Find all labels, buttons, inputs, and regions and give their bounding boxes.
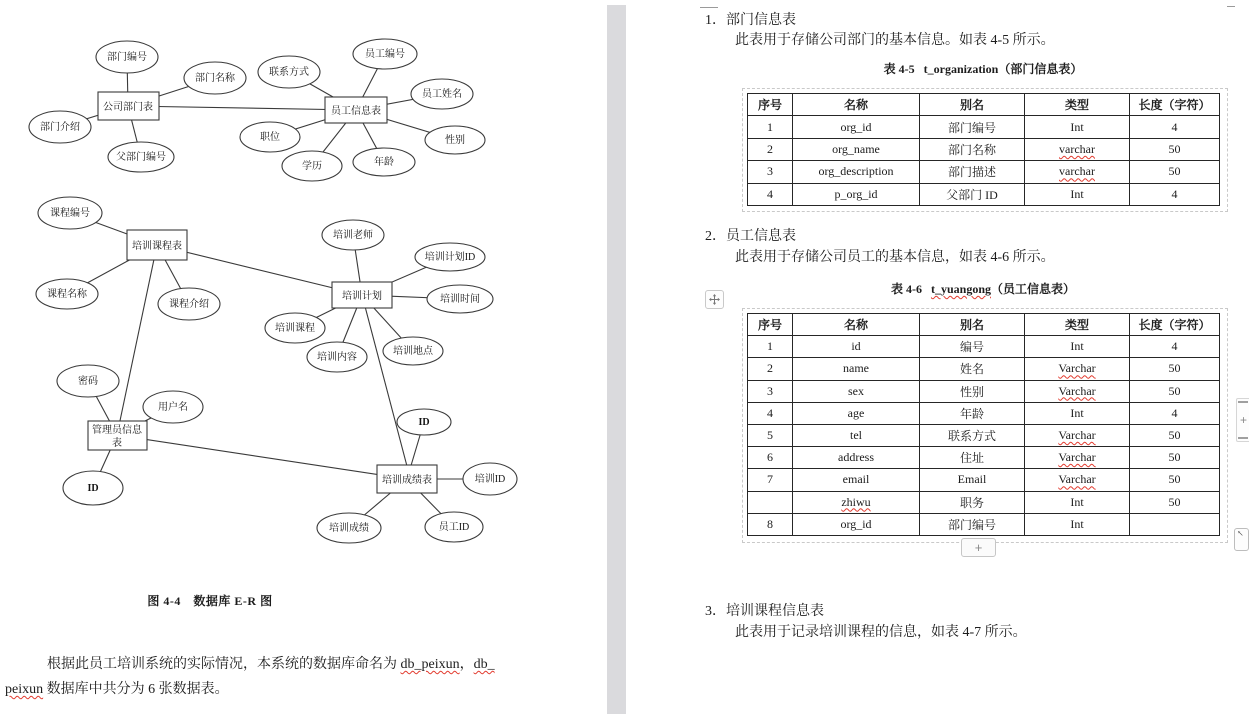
- table-cell: Varchar: [1025, 447, 1130, 469]
- table-cell: p_org_id: [793, 183, 920, 205]
- er-attribute-label: ID: [87, 483, 99, 494]
- table-cell: Email: [920, 469, 1025, 491]
- er-attribute-label: 员工ID: [438, 522, 470, 533]
- er-attribute-label: 密码: [78, 376, 98, 387]
- table-cell: 年龄: [920, 402, 1025, 424]
- er-attribute-label: 性别: [445, 135, 465, 146]
- table-row: [748, 447, 1220, 469]
- er-attribute-label: 部门介绍: [40, 122, 80, 133]
- table-4-5: [747, 93, 1220, 206]
- table-cell: Int: [1025, 491, 1130, 513]
- body-paragraph-line2: [5, 678, 229, 698]
- section-heading-3: 3．培训课程信息表: [705, 604, 824, 619]
- table-cell: 4: [1130, 336, 1220, 358]
- table-cell: 职务: [920, 491, 1025, 513]
- table-cell: 部门编号: [920, 116, 1025, 138]
- er-attribute-label: 年龄: [374, 157, 394, 168]
- table-cell: Varchar: [1025, 424, 1130, 446]
- er-attribute-label: 培训地点: [393, 346, 433, 357]
- table-cell: 住址: [920, 447, 1025, 469]
- insert-row-button[interactable]: +: [961, 538, 996, 557]
- table-row: [748, 138, 1220, 160]
- text-boundary-mark: [700, 7, 718, 8]
- table-cell: name: [793, 358, 920, 380]
- table-cell: 8: [748, 513, 793, 535]
- db-name-misspelled: peixun: [5, 682, 44, 697]
- section-desc-2: 此表用于存储公司员工的基本信息，如表 4-6 所示。: [735, 250, 1055, 265]
- er-attribute-label: 用户名: [158, 402, 188, 413]
- section-desc-1: 此表用于存储公司部门的基本信息。如表 4-5 所示。: [735, 33, 1055, 48]
- table-caption-4-6: [747, 280, 1219, 297]
- table-number: 表 4-6: [890, 282, 922, 296]
- table-move-handle[interactable]: [705, 290, 724, 309]
- er-attribute-label: 部门编号: [107, 52, 147, 63]
- table-cell: address: [793, 447, 920, 469]
- table-header-cell: 名称: [793, 94, 920, 116]
- table-cell: 4: [748, 183, 793, 205]
- section-heading-2: 2．员工信息表: [705, 229, 796, 244]
- table-header-cell: 别名: [920, 314, 1025, 336]
- er-diagram: [0, 0, 608, 714]
- table-cell: org_description: [793, 161, 920, 183]
- table-cell: 6: [748, 447, 793, 469]
- er-entity-label: 表: [112, 438, 122, 449]
- er-attribute-label: 联系方式: [269, 67, 309, 78]
- er-attribute-label: 培训课程: [275, 323, 315, 334]
- er-entity-label: 培训计划: [342, 291, 382, 302]
- table-row: [748, 161, 1220, 183]
- table-cell: 4: [1130, 183, 1220, 205]
- table-cell: Int: [1025, 183, 1130, 205]
- table-cell: 50: [1130, 469, 1220, 491]
- er-attribute-label: 员工编号: [365, 49, 405, 60]
- er-entity-label: 培训成绩表: [382, 475, 432, 486]
- body-text: ，: [459, 657, 474, 672]
- er-attribute-label: ID: [418, 417, 430, 428]
- table-cell: Int: [1025, 402, 1130, 424]
- er-entity-label: 管理员信息: [92, 425, 142, 436]
- table-cell: 姓名: [920, 358, 1025, 380]
- er-attribute-label: 培训老师: [333, 230, 373, 241]
- table-cn-name: （员工信息表）: [991, 282, 1076, 296]
- table-cell: 4: [1130, 116, 1220, 138]
- resize-arrow-icon: ↖: [1237, 529, 1244, 538]
- body-text: 数据库中共分为 6 张数据表。: [43, 682, 229, 697]
- table-cell: 50: [1130, 424, 1220, 446]
- er-entity-label: 员工信息表: [331, 106, 381, 117]
- er-attribute-label: 培训计划ID: [424, 252, 476, 263]
- table-cell: Varchar: [1025, 469, 1130, 491]
- table-header-row: [748, 94, 1220, 116]
- table-cell: 3: [748, 161, 793, 183]
- table-cell: 50: [1130, 138, 1220, 160]
- table-cell: varchar: [1025, 161, 1130, 183]
- table-cell: 1: [748, 336, 793, 358]
- table-cell: org_id: [793, 116, 920, 138]
- table-header-cell: 序号: [748, 314, 793, 336]
- table-code-name: t_yuangong: [930, 282, 991, 296]
- er-entity-label: 公司部门表: [103, 102, 153, 113]
- er-attribute-label: 培训时间: [440, 294, 480, 305]
- figure-caption: 图 4-4 数据库 E-R 图: [147, 594, 273, 608]
- er-attribute-label: 职位: [260, 132, 280, 143]
- table-row: [748, 336, 1220, 358]
- table-cell: Int: [1025, 116, 1130, 138]
- table-code-name: t_organization: [923, 62, 999, 76]
- table-row: [748, 513, 1220, 535]
- table-header-cell: 类型: [1025, 94, 1130, 116]
- table-cell: [1130, 513, 1220, 535]
- insert-column-control[interactable]: [1236, 398, 1249, 442]
- table-row: [748, 424, 1220, 446]
- table-cell: org_name: [793, 138, 920, 160]
- er-attribute-label: 学历: [302, 161, 322, 172]
- move-arrows-icon: [709, 294, 720, 305]
- table-cell: 50: [1130, 491, 1220, 513]
- db-name-misspelled: db_peixun: [400, 657, 460, 672]
- table-cell: sex: [793, 380, 920, 402]
- er-attribute-label: 课程名称: [47, 289, 87, 300]
- table-cell: 3: [748, 380, 793, 402]
- table-cell: [748, 491, 793, 513]
- table-header-cell: 类型: [1025, 314, 1130, 336]
- table-cell: Int: [1025, 513, 1130, 535]
- table-cell: 4: [748, 402, 793, 424]
- table-cell: 性别: [920, 380, 1025, 402]
- body-paragraph-line1: [47, 653, 495, 673]
- table-header-cell: 序号: [748, 94, 793, 116]
- table-cell: id: [793, 336, 920, 358]
- table-row: [748, 491, 1220, 513]
- table-cell: 50: [1130, 161, 1220, 183]
- table-cell: 5: [748, 424, 793, 446]
- table-cell: 50: [1130, 358, 1220, 380]
- table-row: [748, 183, 1220, 205]
- table-cell: Varchar: [1025, 380, 1130, 402]
- table-header-cell: 长度（字符）: [1130, 94, 1220, 116]
- table-cell: 部门名称: [920, 138, 1025, 160]
- section-heading-1: 1．部门信息表: [705, 13, 796, 28]
- db-name-misspelled: db_: [473, 657, 495, 672]
- table-cn-name: （部门信息表）: [998, 62, 1083, 76]
- table-number: 表 4-5: [883, 62, 915, 76]
- column-control-tick: [1238, 437, 1248, 439]
- table-header-row: [748, 314, 1220, 336]
- table-cell: 50: [1130, 447, 1220, 469]
- page-gap-divider: [607, 5, 626, 714]
- er-attribute-label: 课程介绍: [169, 299, 209, 310]
- section-desc-3: 此表用于记录培训课程的信息，如表 4-7 所示。: [735, 625, 1027, 640]
- table-cell: Varchar: [1025, 358, 1130, 380]
- table-cell: Int: [1025, 336, 1130, 358]
- table-resize-handle[interactable]: [1234, 528, 1249, 551]
- table-cell: zhiwu: [793, 491, 920, 513]
- er-attribute-label: 员工姓名: [422, 89, 462, 100]
- table-row: [748, 116, 1220, 138]
- column-control-tick: [1238, 401, 1248, 403]
- er-attribute-label: 培训内容: [317, 352, 357, 363]
- table-cell: 2: [748, 358, 793, 380]
- table-cell: 2: [748, 138, 793, 160]
- table-cell: 1: [748, 116, 793, 138]
- table-cell: email: [793, 469, 920, 491]
- er-attribute-label: 父部门编号: [116, 152, 166, 163]
- er-entity-label: 培训课程表: [132, 241, 182, 252]
- table-cell: 部门编号: [920, 513, 1025, 535]
- er-attribute-label: 课程编号: [50, 208, 90, 219]
- table-header-cell: 长度（字符）: [1130, 314, 1220, 336]
- er-attribute-label: 培训成绩: [329, 523, 369, 534]
- plus-icon: +: [1239, 413, 1247, 427]
- table-cell: 编号: [920, 336, 1025, 358]
- table-row: [748, 380, 1220, 402]
- table-cell: org_id: [793, 513, 920, 535]
- table-4-6: [747, 313, 1220, 536]
- table-row: [748, 402, 1220, 424]
- text-boundary-mark: [1227, 6, 1235, 7]
- table-cell: age: [793, 402, 920, 424]
- table-header-cell: 名称: [793, 314, 920, 336]
- er-attribute-label: 部门名称: [195, 73, 235, 84]
- body-text: 根据此员工培训系统的实际情况，本系统的数据库命名为: [47, 657, 401, 672]
- table-cell: 联系方式: [920, 424, 1025, 446]
- table-cell: 部门描述: [920, 161, 1025, 183]
- er-attribute-label: 培训ID: [474, 474, 506, 485]
- table-caption-4-5: [747, 60, 1219, 77]
- table-row: [748, 358, 1220, 380]
- table-header-cell: 别名: [920, 94, 1025, 116]
- table-cell: 父部门 ID: [920, 183, 1025, 205]
- table-cell: varchar: [1025, 138, 1130, 160]
- table-cell: 7: [748, 469, 793, 491]
- table-row: [748, 469, 1220, 491]
- table-cell: 4: [1130, 402, 1220, 424]
- table-cell: tel: [793, 424, 920, 446]
- table-cell: 50: [1130, 380, 1220, 402]
